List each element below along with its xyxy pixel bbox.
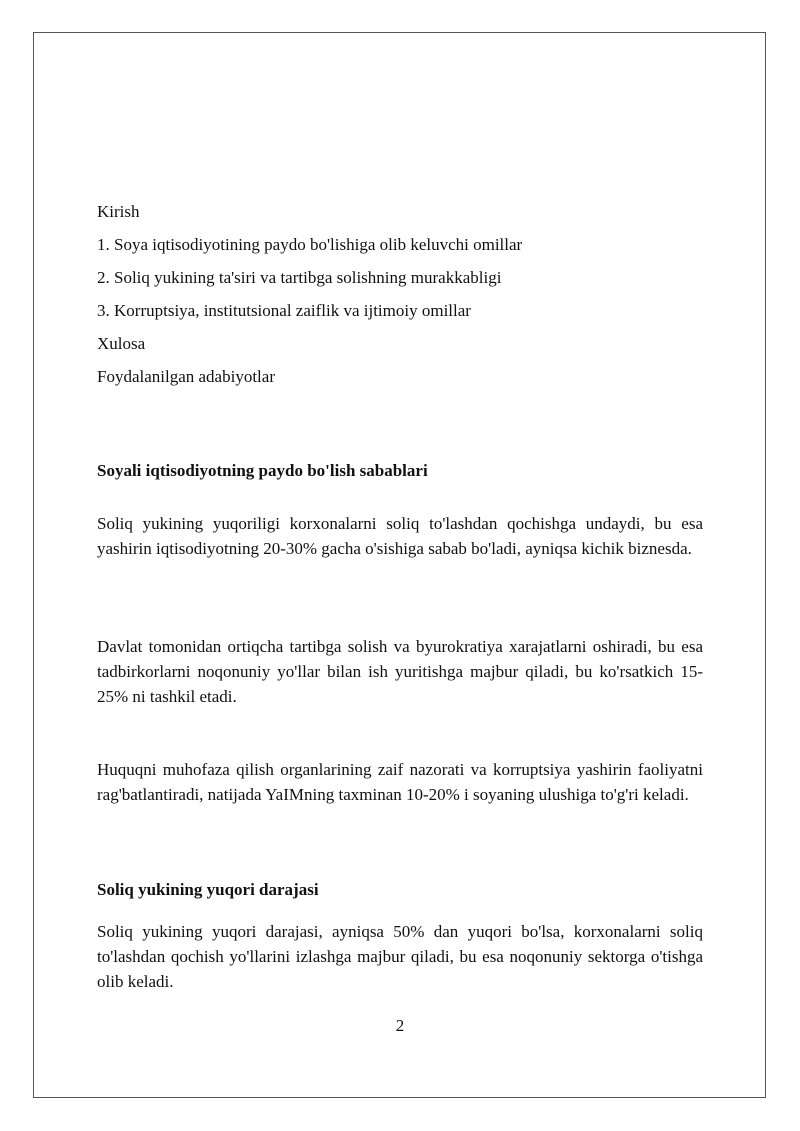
paragraph-regulation: Davlat tomonidan ortiqcha tartibga solish va byurokratiya xarajatlarni oshiradi, bu esa tadbirkorlarni noqonuniy yo'llar bilan ish yuritishga majbur qiladi, bu ko'rsatkich 15-25% ni tashkil etadi. — [97, 637, 703, 706]
section-heading-causes: Soyali iqtisodiyotning paydo bo'lish sabablari — [97, 461, 428, 480]
toc-item-chapter-1: 1. Soya iqtisodiyotining paydo bo'lishiga olib keluvchi omillar — [97, 235, 523, 254]
paragraph-high-tax: Soliq yukining yuqori darajasi, ayniqsa 50% dan yuqori bo'lsa, korxonalarni soliq to'lashdan qochish yo'llarini izlashga majbur qiladi, bu esa noqonuniy sektorga o'tishga olib keladi. — [97, 922, 703, 991]
toc-item-chapter-2: 2. Soliq yukining ta'siri va tartibga solishning murakkabligi — [97, 268, 502, 287]
table-of-contents — [97, 200, 707, 398]
paragraph-corruption: Huquqni muhofaza qilish organlarining zaif nazorati va korruptsiya yashirin faoliyatni rag'batlantiradi, natijada YaIMning taxminan 10-20% i soyaning ulushiga to'g'ri keladi. — [97, 760, 703, 804]
toc-item-conclusion: Xulosa — [97, 334, 146, 353]
page-number: 2 — [395, 1016, 405, 1035]
toc-item-chapter-3: 3. Korruptsiya, institutsional zaiflik va ijtimoiy omillar — [97, 301, 471, 320]
section-heading-high-tax: Soliq yukining yuqori darajasi — [97, 880, 319, 899]
toc-item-introduction: Kirish — [97, 202, 140, 221]
toc-item-references: Foydalanilgan adabiyotlar — [97, 367, 275, 386]
paragraph-tax-burden: Soliq yukining yuqoriligi korxonalarni soliq to'lashdan qochishga undaydi, bu esa yashirin iqtisodiyotning 20-30% gacha o'sishiga sabab bo'ladi, ayniqsa kichik biznesda. — [97, 514, 703, 558]
